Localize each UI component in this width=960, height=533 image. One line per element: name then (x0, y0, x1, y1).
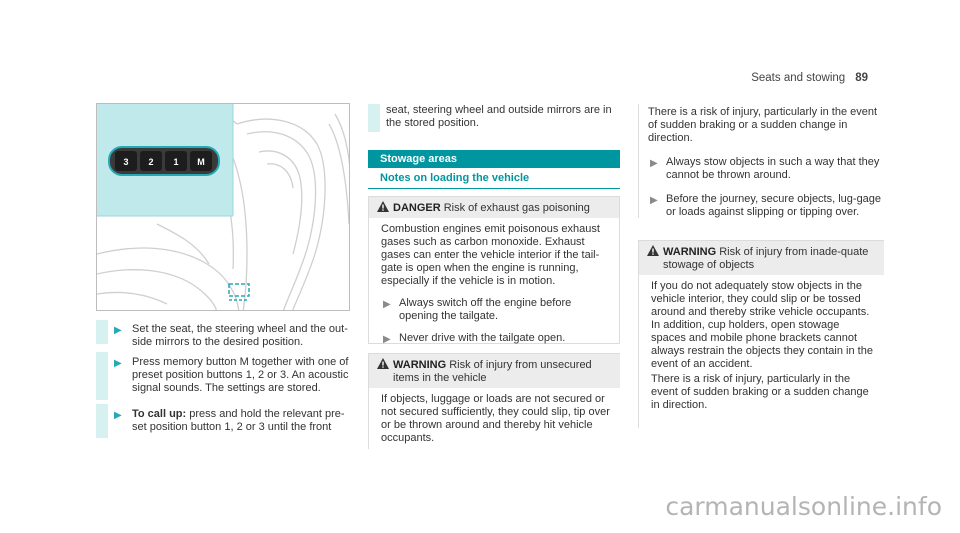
danger-bullet (381, 297, 611, 323)
memory-buttons-illustration (96, 103, 350, 311)
danger-title: Risk of exhaust gas poisoning (443, 202, 590, 214)
arrow-icon: ▶ (650, 195, 658, 206)
continuation-text: seat, steering wheel and outside mirrors are in the stored position. (386, 104, 612, 129)
step-text: Press memory button M together with one of preset position buttons 1, 2 or 3. An acoustic signal sounds. The settings are stored. (132, 356, 349, 394)
seat-illustration (97, 104, 350, 311)
step-stripe (96, 320, 108, 344)
warning-label: WARNING (663, 246, 717, 258)
warning-box-unsecured (368, 353, 620, 449)
page-header (751, 72, 868, 84)
danger-bullet (381, 332, 611, 345)
memory-button-m: M (197, 157, 205, 167)
step-store-memory (114, 356, 354, 395)
step-set-position (114, 323, 354, 349)
preset-button-1: 1 (173, 157, 179, 167)
arrow-icon: ▶ (650, 158, 658, 169)
warning-header (369, 354, 620, 388)
stow-bullet (648, 156, 884, 182)
bullet-text: Never drive with the tailgate open. (399, 332, 566, 344)
right-intro-block (648, 106, 884, 219)
warning-box-stowage (638, 240, 884, 428)
step-text: press and hold the relevant pre-set position button 1, 2 or 3 until the front (132, 408, 345, 433)
watermark: carmanualsonline.info (665, 492, 942, 521)
stow-bullet (648, 193, 884, 219)
page-number: 89 (855, 72, 868, 84)
bullet-text: Always switch off the engine before opening the tailgate. (399, 297, 572, 322)
arrow-icon: ▶ (383, 334, 391, 345)
warning-triangle-icon (377, 201, 389, 212)
column-rule (638, 104, 639, 218)
step-bold-label: To call up: (132, 408, 187, 420)
step-stripe (96, 352, 108, 400)
subsection-title: Notes on loading the vehicle (368, 172, 620, 189)
continuation-stripe (368, 104, 380, 132)
intro-text: There is a risk of injury, particularly in the event of sudden braking or a sudden change in direction. (648, 106, 878, 144)
arrow-icon: ▶ (114, 358, 122, 369)
warning-label: WARNING (393, 359, 447, 371)
step-stripe (96, 404, 108, 438)
danger-box (368, 196, 620, 344)
danger-text: Combustion engines emit poisonous exhaust gases such as carbon monoxide. Exhaust gases can enter the vehicle interior if the tail-gate is open when the engine is running, especially if the vehicle is in motion. (381, 223, 600, 287)
arrow-icon: ▶ (114, 325, 122, 336)
warning-text: There is a risk of injury, particularly in the event of sudden braking or a sudden change in direction. (651, 373, 869, 411)
bullet-text: Before the journey, secure objects, lug-gage or loads against slipping or tipping over. (666, 193, 882, 218)
warning-title: Risk of injury from inade-quate stowage of objects (663, 246, 869, 271)
warning-header (639, 241, 884, 275)
warning-triangle-icon (377, 358, 389, 369)
step-text: Set the seat, the steering wheel and the out-side mirrors to the desired position. (132, 323, 348, 348)
warning-triangle-icon (647, 245, 659, 256)
section-name: Seats and stowing (751, 72, 846, 84)
arrow-icon: ▶ (383, 299, 391, 310)
step-call-up (114, 408, 354, 434)
preset-button-3: 3 (123, 157, 129, 167)
danger-header (369, 197, 619, 218)
warning-text: If you do not adequately stow objects in the vehicle interior, they could slip or be tossed around and thereby strike vehicle occupants. In addition, cup holders, open stowage spaces and mobile phone brackets cannot always restrain the objects they contain in the event of an accident. (651, 280, 873, 370)
warning-body (639, 275, 884, 418)
danger-label: DANGER (393, 202, 441, 214)
danger-body (369, 218, 619, 351)
warning-body: If objects, luggage or loads are not secured or not secured sufficiently, they could slip, tip over or be thrown around and thereby hit vehicle occupants. (381, 393, 610, 444)
bullet-text: Always stow objects in such a way that they cannot be thrown around. (666, 156, 880, 181)
preset-button-2: 2 (148, 157, 154, 167)
section-title: Stowage areas (368, 150, 620, 168)
arrow-icon: ▶ (114, 410, 122, 421)
warning-title: Risk of injury from unsecured items in the vehicle (393, 359, 592, 384)
